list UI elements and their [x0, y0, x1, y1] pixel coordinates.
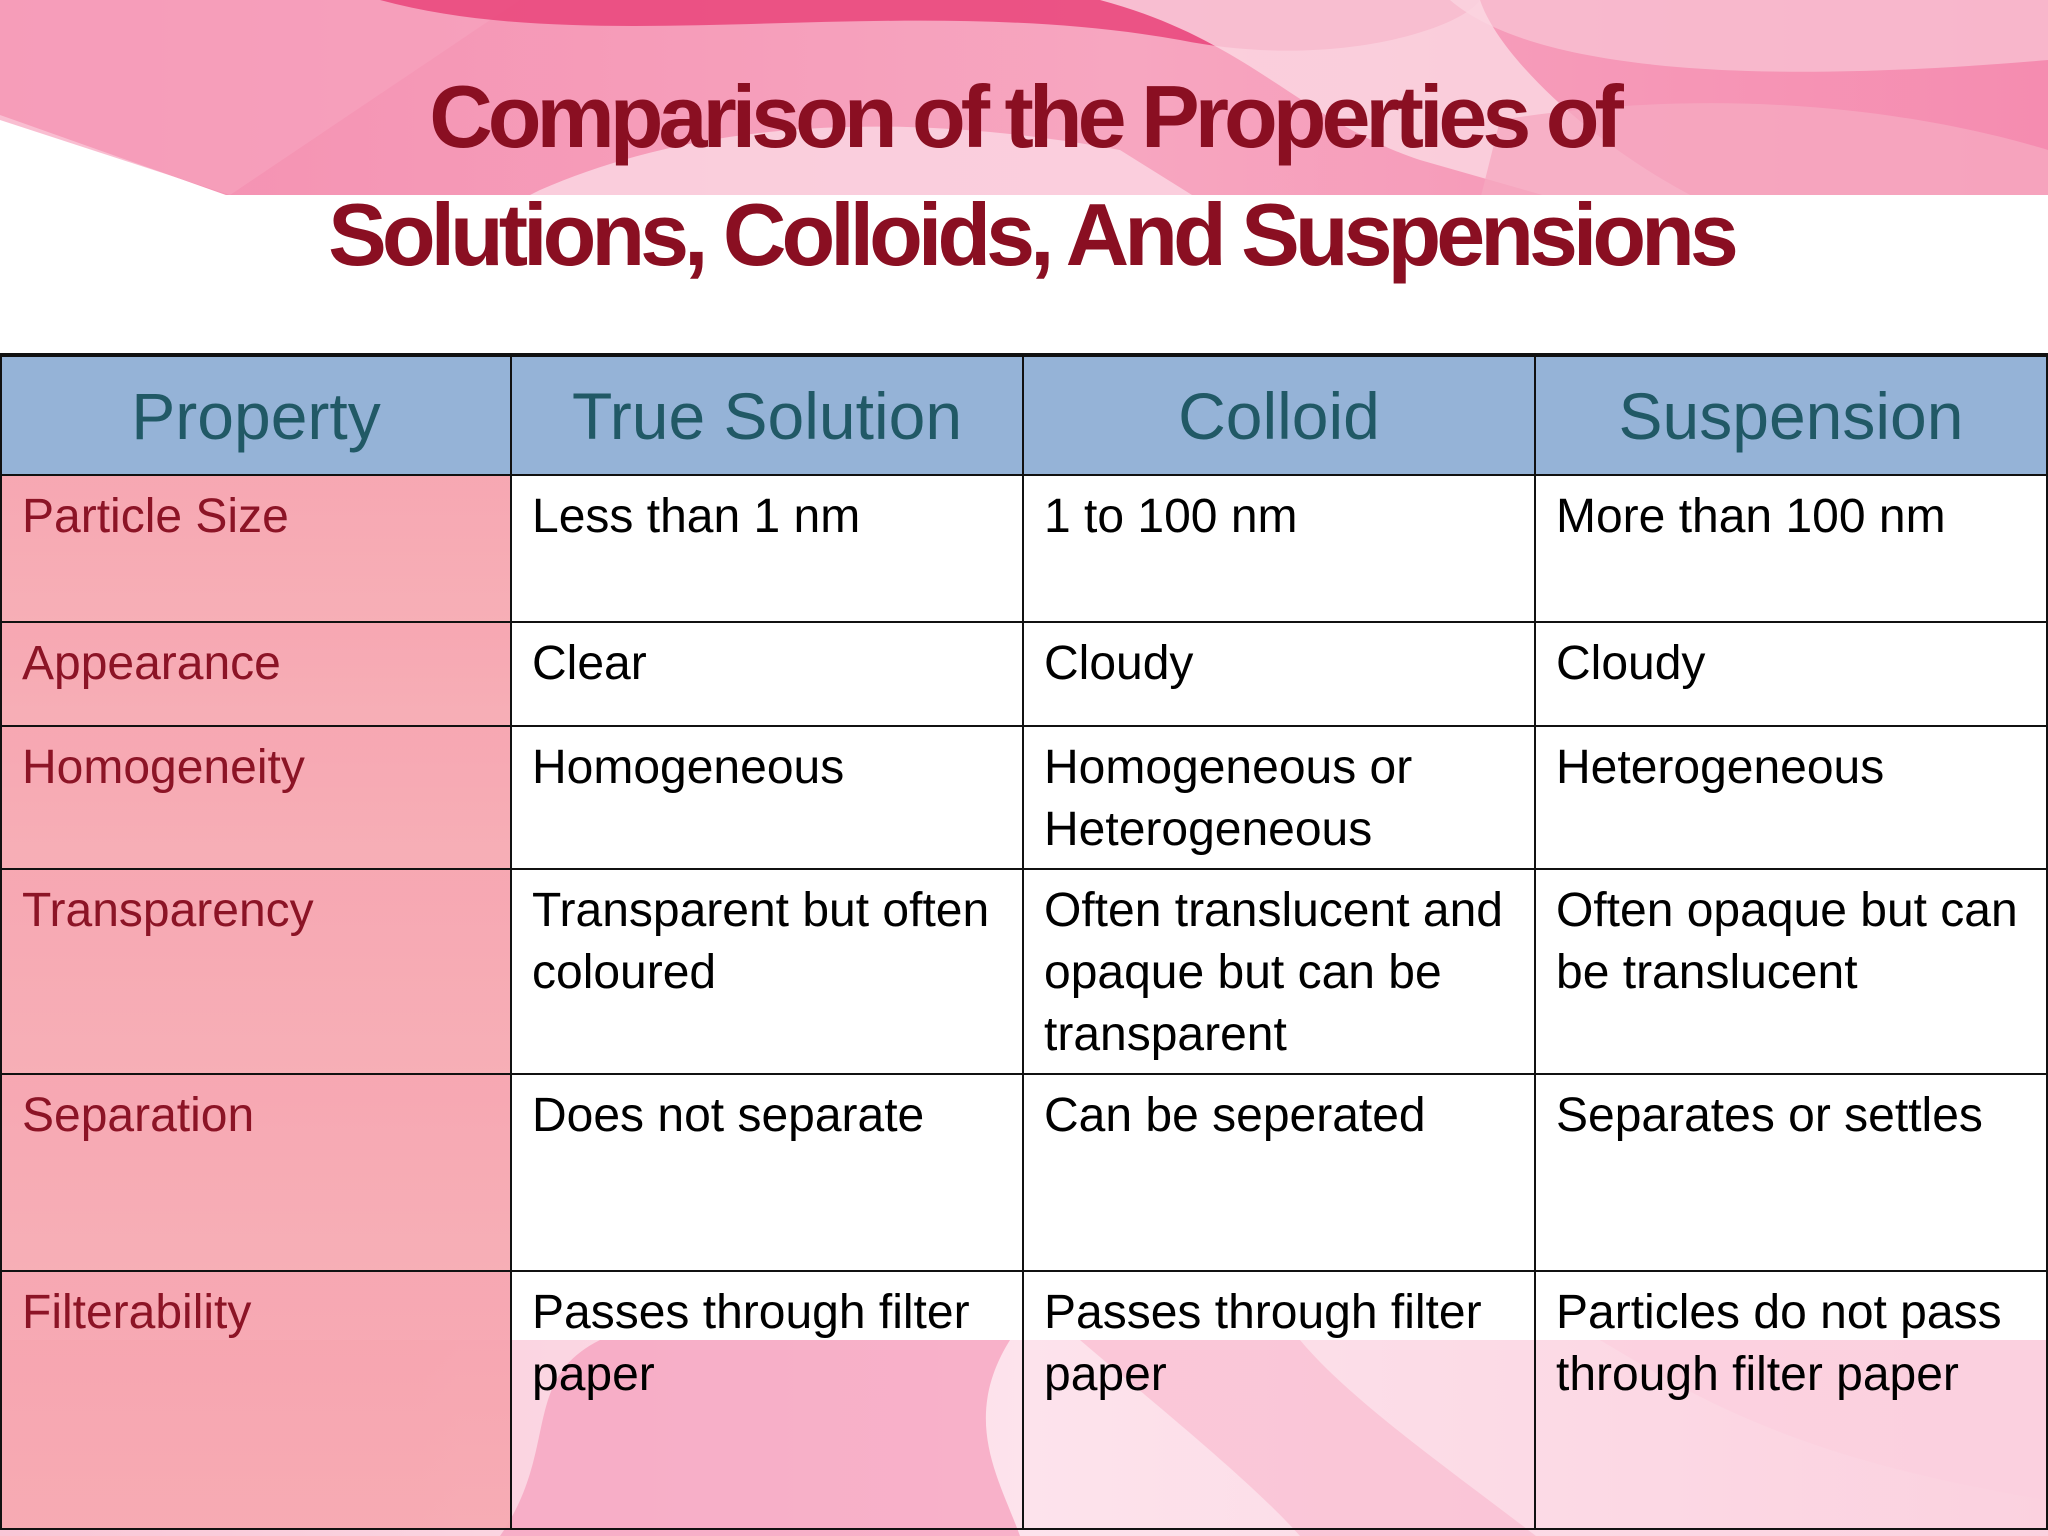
- true-solution-cell: Passes through filter paper: [511, 1271, 1023, 1529]
- suspension-cell: More than 100 nm: [1535, 475, 2047, 622]
- column-header-property: Property: [1, 355, 511, 475]
- column-header-colloid: Colloid: [1023, 355, 1535, 475]
- column-header-suspension: Suspension: [1535, 355, 2047, 475]
- property-cell: Transparency: [1, 869, 511, 1074]
- true-solution-cell: Less than 1 nm: [511, 475, 1023, 622]
- property-cell: Appearance: [1, 622, 511, 726]
- suspension-cell: Particles do not pass through filter paper: [1535, 1271, 2047, 1529]
- table-row: [1, 1074, 2047, 1271]
- colloid-cell: Passes through filter paper: [1023, 1271, 1535, 1529]
- colloid-cell: Cloudy: [1023, 622, 1535, 726]
- colloid-cell: Can be seperated: [1023, 1074, 1535, 1271]
- property-cell: Separation: [1, 1074, 511, 1271]
- suspension-cell: Often opaque but can be translucent: [1535, 869, 2047, 1074]
- property-cell: Homogeneity: [1, 726, 511, 869]
- true-solution-cell: Clear: [511, 622, 1023, 726]
- colloid-cell: Often translucent and opaque but can be transparent: [1023, 869, 1535, 1074]
- table-row: [1, 726, 2047, 869]
- table-row: [1, 869, 2047, 1074]
- suspension-cell: Separates or settles: [1535, 1074, 2047, 1271]
- comparison-table: [0, 353, 2048, 1530]
- property-cell: Particle Size: [1, 475, 511, 622]
- table-row: [1, 1271, 2047, 1529]
- suspension-cell: Heterogeneous: [1535, 726, 2047, 869]
- table-row: [1, 475, 2047, 622]
- suspension-cell: Cloudy: [1535, 622, 2047, 726]
- true-solution-cell: Does not separate: [511, 1074, 1023, 1271]
- slide-title-line-2: Solutions, Colloids, And Suspensions: [328, 185, 1734, 284]
- true-solution-cell: Transparent but often coloured: [511, 869, 1023, 1074]
- slide-title: [0, 58, 2048, 294]
- table-row: [1, 622, 2047, 726]
- slide-title-line-1: Comparison of the Properties of: [429, 67, 1619, 166]
- table-header-row: [1, 355, 2047, 475]
- colloid-cell: 1 to 100 nm: [1023, 475, 1535, 622]
- column-header-true-solution: True Solution: [511, 355, 1023, 475]
- property-cell: Filterability: [1, 1271, 511, 1529]
- true-solution-cell: Homogeneous: [511, 726, 1023, 869]
- colloid-cell: Homogeneous or Heterogeneous: [1023, 726, 1535, 869]
